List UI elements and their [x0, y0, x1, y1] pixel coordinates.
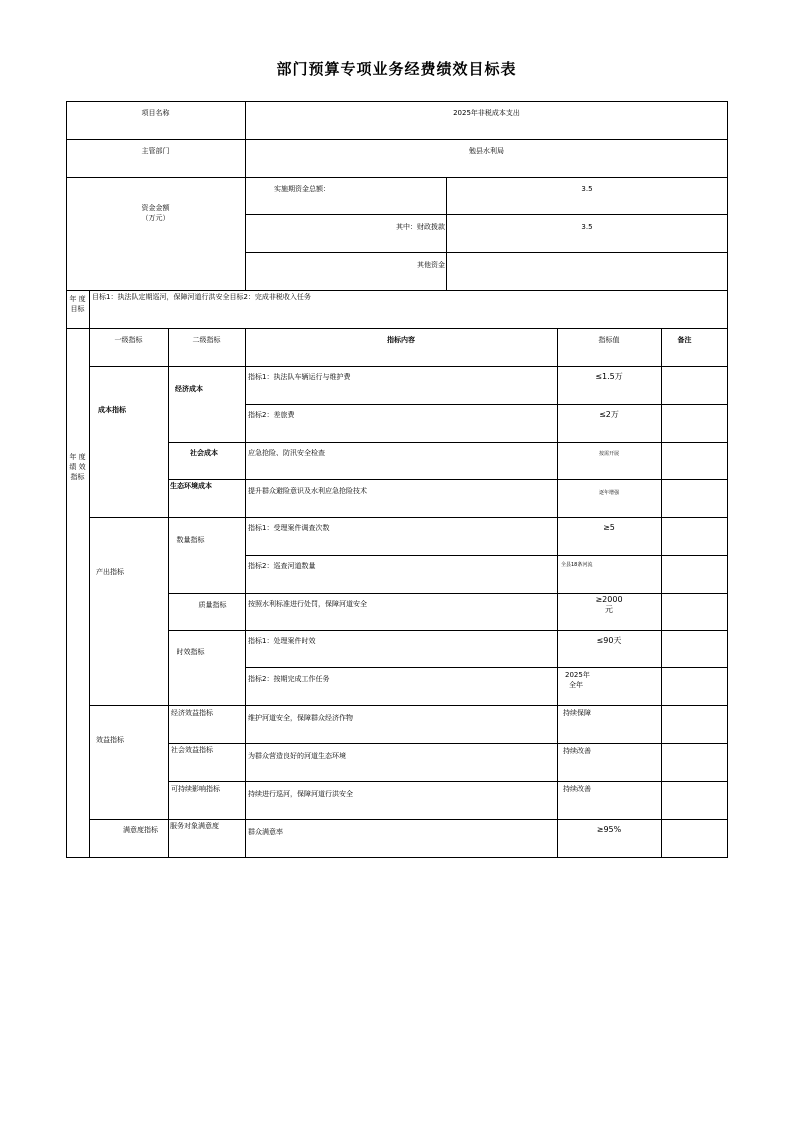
output-row1-value: ≥5	[603, 523, 615, 532]
goal-label	[66, 294, 89, 314]
funds-label-line2: （万元）	[141, 214, 170, 222]
header-level2: 二级指标	[192, 336, 221, 344]
output-row3-value-line2: 元	[605, 605, 613, 614]
header-value: 指标值	[598, 336, 620, 344]
fiscal-funds-value: 3.5	[581, 223, 593, 231]
benefit-indicator-label: 效益指标	[96, 736, 124, 744]
cost-row1-value: ≤1.5万	[595, 372, 623, 381]
output-row2-content: 指标2：巡查河道数量	[248, 562, 316, 570]
sustainable-impact-label: 可持续影响指标	[171, 785, 220, 793]
cost-row4-content: 提升群众避险意识及水利应急抢险技术	[248, 487, 367, 495]
project-name-value: 2025年非税成本支出	[453, 109, 520, 117]
output-row2-value: 全县18条河流	[561, 562, 593, 568]
benefit-row2-content: 为群众营造良好的河道生态环境	[248, 752, 346, 760]
side-label-line2: 绩 效	[69, 463, 86, 471]
output-row4-content: 指标1：处理案件时效	[248, 637, 316, 645]
page-title: 部门预算专项业务经费绩效目标表	[276, 60, 517, 78]
total-funds-label: 实施期资金总额：	[274, 185, 330, 193]
funds-label	[66, 203, 245, 223]
quality-indicator-label: 质量指标	[198, 601, 227, 609]
benefit-row3-content: 持续进行巡河，保障河道行洪安全	[248, 790, 353, 798]
goal-label-line2: 目标	[70, 305, 85, 313]
cost-row3-content: 应急抢险、防汛安全检查	[248, 449, 325, 457]
benefit-row1-value: 持续保障	[563, 709, 591, 717]
output-row5-content: 指标2：按期完成工作任务	[248, 675, 330, 683]
benefit-row3-value: 持续改善	[563, 785, 591, 793]
satisfaction-content: 群众满意率	[248, 828, 283, 836]
quantity-indicator-label: 数量指标	[176, 536, 205, 544]
total-funds-value: 3.5	[581, 185, 593, 193]
goal-label-line1: 年 度	[69, 295, 86, 303]
benefit-row2-value: 持续改善	[563, 747, 591, 755]
eco-env-cost-label: 生态环境成本	[170, 482, 212, 490]
header-content: 指标内容	[387, 336, 415, 344]
annual-performance-label	[66, 452, 89, 482]
satisfaction-value: ≥95%	[596, 825, 622, 834]
project-name-label: 项目名称	[141, 109, 170, 117]
economic-benefit-label: 经济效益指标	[171, 709, 213, 717]
output-row3-value-line1: ≥2000	[595, 595, 623, 604]
output-indicator-label: 产出指标	[96, 568, 124, 576]
cost-row2-value: ≤2万	[599, 410, 619, 419]
department-value: 勉县水利局	[469, 147, 504, 155]
output-row5-value	[565, 670, 655, 690]
cost-row3-value: 按需开展	[598, 451, 619, 457]
output-row4-value: ≤90天	[596, 636, 622, 645]
economic-cost-label: 经济成本	[175, 385, 203, 393]
cost-row2-content: 指标2：差旅费	[248, 411, 295, 419]
cost-row4-value: 逐年增强	[598, 490, 619, 496]
output-row3-content: 按照水利标准进行处罚，保障河道安全	[248, 600, 367, 608]
output-row1-content: 指标1：受理案件调查次数	[248, 524, 330, 532]
header-remark: 备注	[677, 336, 692, 344]
header-level1: 一级指标	[114, 336, 143, 344]
output-row5-value-line2: 全年	[569, 681, 583, 689]
benefit-row1-content: 维护河道安全，保障群众经济作物	[248, 714, 353, 722]
other-funds-label: 其他资金	[417, 261, 445, 269]
output-row5-value-line1: 2025年	[565, 671, 590, 679]
service-satisfaction-label: 服务对象满意度	[170, 822, 219, 830]
social-benefit-label: 社会效益指标	[171, 746, 213, 754]
goal-text: 目标1：执法队定期巡河，保障河道行洪安全目标2：完成非税收入任务	[92, 293, 311, 301]
department-label: 主管部门	[141, 147, 170, 155]
cost-row1-content: 指标1：执法队车辆运行与维护费	[248, 373, 351, 381]
social-cost-label: 社会成本	[190, 449, 218, 457]
output-row3-value	[557, 595, 661, 615]
fiscal-funds-label: 其中：财政拨款	[396, 223, 445, 231]
side-label-line3: 指标	[70, 473, 85, 481]
timeliness-indicator-label: 时效指标	[176, 648, 205, 656]
cost-indicator-label: 成本指标	[98, 406, 126, 414]
satisfaction-indicator-label: 满意度指标	[123, 826, 158, 834]
funds-label-line1: 资金金额	[141, 204, 170, 212]
side-label-line1: 年 度	[69, 453, 86, 461]
